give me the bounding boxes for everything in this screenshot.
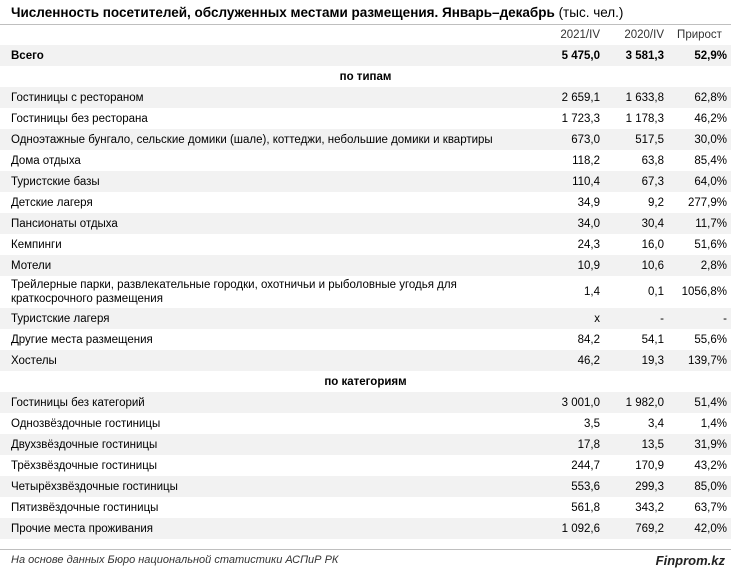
row-label: Туристские базы (0, 171, 533, 192)
cell-2020: 1 178,3 (625, 112, 664, 125)
cell-2020: 343,2 (635, 501, 664, 514)
table-row (0, 171, 731, 192)
row-label: Всего (0, 45, 533, 66)
row-label: Другие места размещения (11, 333, 153, 346)
cell-2020: 769,2 (604, 518, 668, 539)
cell-2020: 9,2 (648, 196, 664, 209)
cell-2021: 244,7 (571, 459, 600, 472)
cell-growth: 1056,8% (681, 286, 727, 298)
total-row (0, 45, 731, 66)
table-row (0, 392, 731, 413)
row-label: Пятизвёздочные гостиницы (11, 501, 159, 514)
table-row (0, 413, 731, 434)
cell-2021: 34,9 (577, 196, 600, 209)
cell-2021: 553,6 (533, 476, 604, 497)
row-label: Хостелы (0, 350, 533, 371)
cell-2020: - (604, 308, 668, 329)
table-row (0, 308, 731, 329)
cell-growth: 277,9% (687, 196, 727, 209)
cell-growth: 11,7% (668, 213, 731, 234)
cell-growth: 43,2% (694, 459, 727, 472)
source-note: На основе данных Бюро национальной статистики АСПиР РК (11, 554, 339, 566)
cell-growth: 31,9% (668, 434, 731, 455)
cell-2021: 1,4 (584, 286, 600, 298)
table-title (0, 0, 731, 25)
column-header: 2020/IV (624, 29, 664, 41)
cell-2020: 19,3 (604, 350, 668, 371)
cell-2020: 13,5 (604, 434, 668, 455)
cell-2021: 118,2 (572, 154, 600, 167)
cell-2021: 3 001,0 (533, 392, 604, 413)
column-header: Прирост (677, 29, 722, 41)
table-row (0, 350, 731, 371)
cell-growth: 64,0% (668, 171, 731, 192)
cell-growth: 2,8% (668, 255, 731, 276)
cell-2021: 24,3 (577, 238, 600, 251)
cell-2021: 3,5 (584, 417, 600, 430)
table-row (0, 87, 731, 108)
cell-2020: 299,3 (604, 476, 668, 497)
cell-2021: 10,9 (533, 255, 604, 276)
cell-2020: 0,1 (648, 286, 664, 298)
cell-2021: 5 475,0 (533, 45, 604, 66)
cell-2020: 170,9 (635, 459, 664, 472)
row-label: Двухзвёздочные гостиницы (0, 434, 533, 455)
cell-2020: 16,0 (641, 238, 664, 251)
cell-2021: 17,8 (533, 434, 604, 455)
table-row (0, 108, 731, 129)
cell-growth: 139,7% (668, 350, 731, 371)
cell-2020: 3 581,3 (604, 45, 668, 66)
table-row (0, 434, 731, 455)
cell-2021: 110,4 (533, 171, 604, 192)
cell-2020: 54,1 (641, 333, 664, 346)
cell-2020: 63,8 (641, 154, 664, 167)
cell-growth: 51,4% (668, 392, 731, 413)
table-row (0, 213, 731, 234)
table-row (0, 150, 731, 171)
row-label: Однозвёздочные гостиницы (11, 417, 161, 430)
cell-growth: 63,7% (694, 501, 727, 514)
row-label: Кемпинги (11, 238, 62, 251)
cell-2021: 1 092,6 (533, 518, 604, 539)
table-row (0, 129, 731, 150)
row-label: Трёхзвёздочные гостиницы (11, 459, 158, 472)
cell-growth: 30,0% (668, 129, 731, 150)
cell-growth: 51,6% (694, 238, 727, 251)
cell-2020: 67,3 (604, 171, 668, 192)
table-row (0, 518, 731, 539)
cell-growth: 42,0% (668, 518, 731, 539)
column-header: 2021/IV (560, 29, 600, 41)
section-label: по типам (339, 70, 392, 83)
table-row (0, 455, 731, 476)
row-label: Мотели (0, 255, 533, 276)
cell-2020: 1 982,0 (604, 392, 668, 413)
table-title-unit: (тыс. чел.) (558, 5, 624, 20)
cell-2021: 34,0 (533, 213, 604, 234)
cell-2020: 10,6 (604, 255, 668, 276)
row-label: Одноэтажные бунгало, сельские домики (шале), коттеджи, небольшие домики и квартиры (0, 129, 533, 150)
table-row (0, 255, 731, 276)
cell-growth: 55,6% (694, 333, 727, 346)
row-label: Гостиницы с рестораном (0, 87, 533, 108)
cell-2020: 517,5 (604, 129, 668, 150)
row-label: Пансионаты отдыха (0, 213, 533, 234)
cell-2020: 30,4 (604, 213, 668, 234)
section-row-by-type (0, 66, 731, 87)
table-row (0, 234, 731, 255)
table-row (0, 476, 731, 497)
table-row (0, 276, 731, 308)
cell-growth: 1,4% (700, 417, 727, 430)
footer (0, 549, 731, 571)
cell-growth: 85,4% (694, 154, 727, 167)
cell-2021: 561,8 (571, 501, 600, 514)
section-label: по категориям (324, 375, 407, 388)
cell-2021: 84,2 (577, 333, 600, 346)
row-label: Четырёхзвёздочные гостиницы (0, 476, 533, 497)
row-label: Туристские лагеря (0, 308, 533, 329)
visitors-table (0, 25, 731, 539)
brand-logo: Finprom.kz (655, 553, 725, 568)
cell-2021: x (533, 308, 604, 329)
cell-2021: 46,2 (533, 350, 604, 371)
cell-2021: 1 723,3 (561, 112, 600, 125)
header-row (0, 25, 731, 45)
cell-2021: 673,0 (533, 129, 604, 150)
row-label: Прочие места проживания (0, 518, 533, 539)
section-row-by-category (0, 371, 731, 392)
row-label: Гостиницы без ресторана (11, 112, 148, 125)
cell-2021: 2 659,1 (533, 87, 604, 108)
cell-growth: 85,0% (668, 476, 731, 497)
cell-2020: 1 633,8 (604, 87, 668, 108)
cell-2020: 3,4 (648, 417, 664, 430)
header-empty (0, 25, 533, 45)
table-row (0, 192, 731, 213)
row-label: Детские лагеря (11, 196, 93, 209)
row-label: Гостиницы без категорий (0, 392, 533, 413)
cell-growth: - (668, 308, 731, 329)
table-title-main: Численность посетителей, обслуженных местами размещения. Январь–декабрь (11, 5, 555, 20)
row-label: Дома отдыха (11, 154, 81, 167)
by-type-rows (0, 87, 731, 371)
cell-growth: 46,2% (694, 112, 727, 125)
by-category-rows (0, 392, 731, 539)
table-row (0, 329, 731, 350)
table-row (0, 497, 731, 518)
cell-growth: 62,8% (668, 87, 731, 108)
cell-growth: 52,9% (668, 45, 731, 66)
row-label: Трейлерные парки, развлекательные городки, охотничьи и рыболовные угодья для краткосрочного размещения (11, 279, 457, 305)
